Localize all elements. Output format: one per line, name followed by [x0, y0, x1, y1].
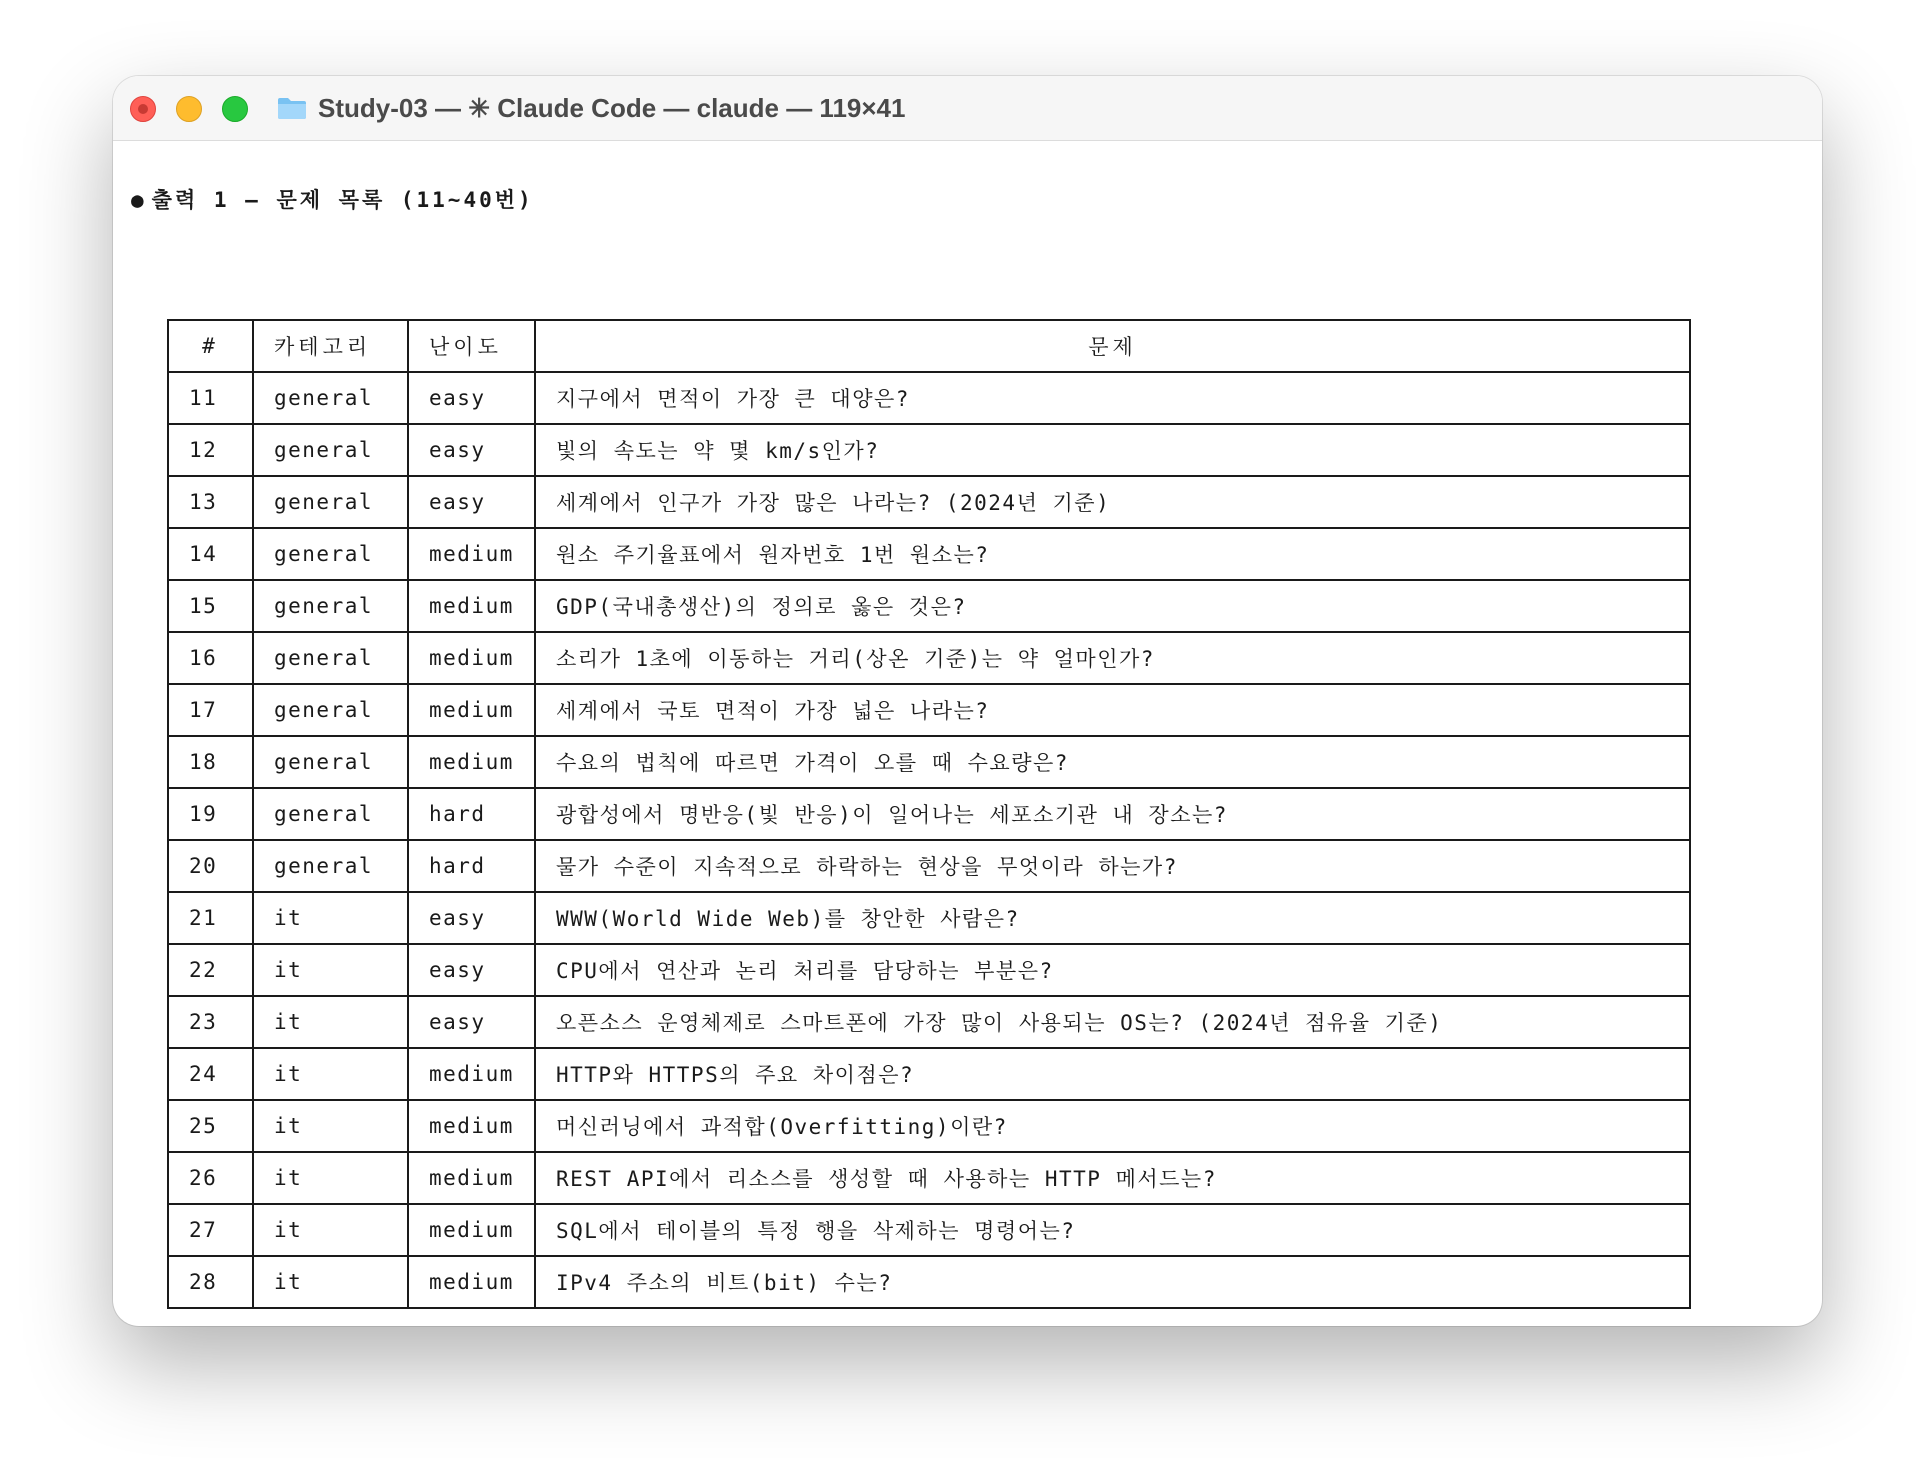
- cell-category: general: [253, 736, 408, 788]
- cell-number: 26: [168, 1152, 253, 1204]
- cell-question: 세계에서 인구가 가장 많은 나라는? (2024년 기준): [535, 476, 1690, 528]
- table-row: [168, 1152, 1690, 1204]
- cell-number: 21: [168, 892, 253, 944]
- cell-number: 15: [168, 580, 253, 632]
- cell-category: it: [253, 1256, 408, 1308]
- table-row: [168, 476, 1690, 528]
- cell-difficulty: medium: [408, 1048, 535, 1100]
- cell-number: 19: [168, 788, 253, 840]
- cell-difficulty: easy: [408, 996, 535, 1048]
- table-row: [168, 840, 1690, 892]
- minimize-button[interactable]: [176, 96, 202, 122]
- table-row: [168, 372, 1690, 424]
- folder-icon: [277, 96, 307, 120]
- output-heading-text: 출력 1 — 문제 목록 (11~40번): [151, 188, 534, 212]
- table-header-row: [168, 320, 1690, 372]
- cell-number: 23: [168, 996, 253, 1048]
- cell-category: general: [253, 684, 408, 736]
- close-button[interactable]: [130, 96, 156, 122]
- cell-difficulty: medium: [408, 1256, 535, 1308]
- cell-difficulty: medium: [408, 1152, 535, 1204]
- cell-category: it: [253, 996, 408, 1048]
- cell-number: 28: [168, 1256, 253, 1308]
- cell-category: it: [253, 1048, 408, 1100]
- table-row: [168, 632, 1690, 684]
- table-row: [168, 892, 1690, 944]
- header-question: 문제: [535, 320, 1690, 372]
- cell-category: it: [253, 1100, 408, 1152]
- cell-question: 소리가 1초에 이동하는 거리(상온 기준)는 약 얼마인가?: [535, 632, 1690, 684]
- cell-question: 원소 주기율표에서 원자번호 1번 원소는?: [535, 528, 1690, 580]
- cell-difficulty: easy: [408, 944, 535, 996]
- cell-difficulty: medium: [408, 736, 535, 788]
- header-category: 카테고리: [253, 320, 408, 372]
- cell-question: 빛의 속도는 약 몇 km/s인가?: [535, 424, 1690, 476]
- cell-question: SQL에서 테이블의 특정 행을 삭제하는 명령어는?: [535, 1204, 1690, 1256]
- window-title: Study-03 — ✳ Claude Code — claude — 119×41: [318, 93, 906, 123]
- cell-number: 20: [168, 840, 253, 892]
- cell-question: WWW(World Wide Web)를 창안한 사람은?: [535, 892, 1690, 944]
- cell-question: 머신러닝에서 과적합(Overfitting)이란?: [535, 1100, 1690, 1152]
- cell-difficulty: easy: [408, 476, 535, 528]
- cell-category: general: [253, 372, 408, 424]
- cell-category: general: [253, 788, 408, 840]
- cell-question: 지구에서 면적이 가장 큰 대양은?: [535, 372, 1690, 424]
- cell-number: 25: [168, 1100, 253, 1152]
- terminal-content[interactable]: [113, 141, 1822, 1326]
- cell-question: 물가 수준이 지속적으로 하락하는 현상을 무엇이라 하는가?: [535, 840, 1690, 892]
- table-row: [168, 1048, 1690, 1100]
- question-table: [167, 319, 1691, 1309]
- cell-number: 24: [168, 1048, 253, 1100]
- cell-number: 13: [168, 476, 253, 528]
- cell-difficulty: medium: [408, 580, 535, 632]
- table-row: [168, 1204, 1690, 1256]
- table-row: [168, 684, 1690, 736]
- cell-number: 22: [168, 944, 253, 996]
- cell-number: 14: [168, 528, 253, 580]
- header-number: #: [168, 320, 253, 372]
- cell-category: it: [253, 1204, 408, 1256]
- cell-category: general: [253, 424, 408, 476]
- cell-difficulty: easy: [408, 892, 535, 944]
- cell-difficulty: medium: [408, 684, 535, 736]
- cell-category: general: [253, 632, 408, 684]
- cell-question: IPv4 주소의 비트(bit) 수는?: [535, 1256, 1690, 1308]
- cell-number: 12: [168, 424, 253, 476]
- cell-question: 세계에서 국토 면적이 가장 넓은 나라는?: [535, 684, 1690, 736]
- cell-category: it: [253, 1152, 408, 1204]
- cell-question: CPU에서 연산과 논리 처리를 담당하는 부분은?: [535, 944, 1690, 996]
- cell-number: 18: [168, 736, 253, 788]
- output-heading: [131, 183, 534, 217]
- cell-question: 광합성에서 명반응(빛 반응)이 일어나는 세포소기관 내 장소는?: [535, 788, 1690, 840]
- cell-category: general: [253, 840, 408, 892]
- bullet-icon: ●: [131, 188, 144, 212]
- cell-difficulty: medium: [408, 1100, 535, 1152]
- cell-category: general: [253, 528, 408, 580]
- cell-category: it: [253, 892, 408, 944]
- cell-question: HTTP와 HTTPS의 주요 차이점은?: [535, 1048, 1690, 1100]
- cell-number: 11: [168, 372, 253, 424]
- title-bar[interactable]: [113, 76, 1822, 141]
- table-row: [168, 1100, 1690, 1152]
- cell-number: 27: [168, 1204, 253, 1256]
- terminal-window: [113, 76, 1822, 1326]
- cell-number: 17: [168, 684, 253, 736]
- cell-difficulty: hard: [408, 840, 535, 892]
- table-row: [168, 736, 1690, 788]
- cell-difficulty: easy: [408, 424, 535, 476]
- table-row: [168, 788, 1690, 840]
- table-row: [168, 944, 1690, 996]
- cell-difficulty: easy: [408, 372, 535, 424]
- cell-category: general: [253, 580, 408, 632]
- cell-number: 16: [168, 632, 253, 684]
- cell-question: 오픈소스 운영체제로 스마트폰에 가장 많이 사용되는 OS는? (2024년 점유율 기준): [535, 996, 1690, 1048]
- cell-difficulty: hard: [408, 788, 535, 840]
- cell-question: REST API에서 리소스를 생성할 때 사용하는 HTTP 메서드는?: [535, 1152, 1690, 1204]
- table-row: [168, 528, 1690, 580]
- cell-question: 수요의 법칙에 따르면 가격이 오를 때 수요량은?: [535, 736, 1690, 788]
- header-difficulty: 난이도: [408, 320, 535, 372]
- cell-difficulty: medium: [408, 632, 535, 684]
- cell-difficulty: medium: [408, 528, 535, 580]
- table-row: [168, 424, 1690, 476]
- cell-difficulty: medium: [408, 1204, 535, 1256]
- cell-category: general: [253, 476, 408, 528]
- table-row: [168, 580, 1690, 632]
- cell-category: it: [253, 944, 408, 996]
- table-row: [168, 996, 1690, 1048]
- table-row: [168, 1256, 1690, 1308]
- zoom-button[interactable]: [222, 96, 248, 122]
- cell-question: GDP(국내총생산)의 정의로 옳은 것은?: [535, 580, 1690, 632]
